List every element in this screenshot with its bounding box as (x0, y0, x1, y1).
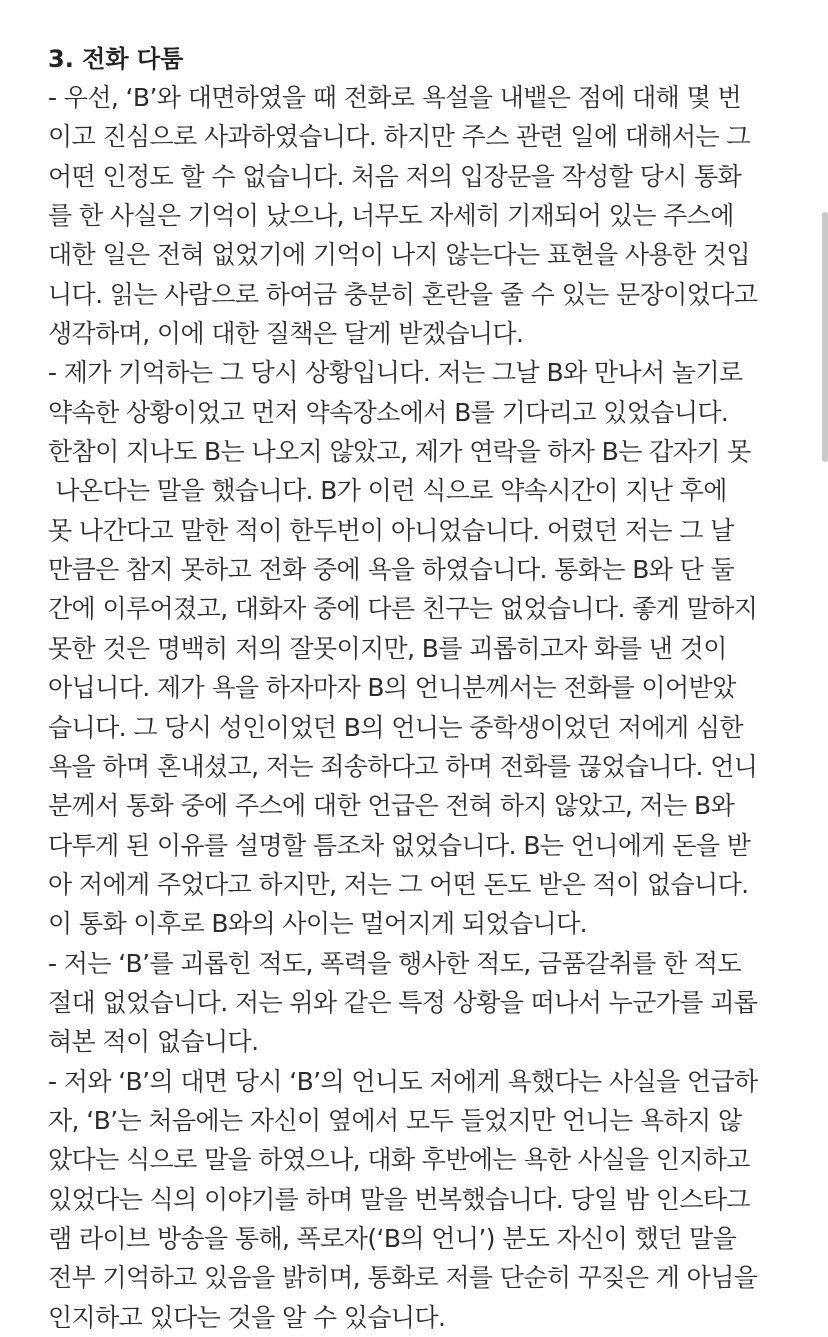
text-line: 어떤 인정도 할 수 없습니다. 처음 저의 입장문을 작성할 당시 통화 (48, 161, 742, 191)
text-line: 혀본 적이 없습니다. (48, 1027, 259, 1057)
paragraph-lines (48, 78, 788, 1337)
text-line: 못한 것은 명백히 저의 잘못이지만, B를 괴롭히고자 화를 낸 것이 (48, 633, 727, 663)
text-line: 램 라이브 방송을 통해, 폭로자(‘B의 언니’) 분도 자신이 했던 말을 (48, 1223, 737, 1253)
text-line: 았다는 식으로 말을 하였으나, 대화 후반에는 욕한 사실을 인지하고 (48, 1145, 750, 1175)
text-line: 간에 이루어졌고, 대화자 중에 다른 친구는 없었습니다. 좋게 말하지 (48, 594, 758, 624)
text-line: 못 나간다고 말한 적이 한두번이 아니었습니다. 어렸던 저는 그 날 (48, 515, 734, 545)
cut-off-previous-line (0, 0, 828, 2)
text-line: 대한 일은 전혀 없었기에 기억이 나지 않는다는 표현을 사용한 것입 (48, 240, 750, 270)
text-line: 생각하며, 이에 대한 질책은 달게 받겠습니다. (48, 319, 524, 349)
text-line: 아닙니다. 제가 욕을 하자마자 B의 언니분께서는 전화를 이어받았 (48, 673, 736, 703)
text-line: 욕을 하며 혼내셨고, 저는 죄송하다고 하며 전화를 끊었습니다. 언니 (48, 751, 758, 781)
text-line: 약속한 상황이었고 먼저 약속장소에서 B를 기다리고 있었습니다. (48, 397, 729, 427)
text-line: 자, ‘B’는 처음에는 자신이 옆에서 모두 들었지만 언니는 욕하지 않 (48, 1105, 742, 1135)
text-line: 분께서 통화 중에 주스에 대한 언급은 전혀 하지 않았고, 저는 B와 (48, 791, 735, 821)
text-line: 니다. 읽는 사람으로 하여금 충분히 혼란을 줄 수 있는 문장이었다고 (48, 279, 758, 309)
text-line: 전부 기억하고 있음을 밝히며, 통화로 저를 단순히 꾸짖은 게 아님을 (48, 1263, 758, 1293)
text-line: 를 한 사실은 기억이 났으나, 너무도 자세히 기재되어 있는 주스에 (48, 201, 734, 231)
text-line: 있었다는 식의 이야기를 하며 말을 번복했습니다. 당일 밤 인스타그 (48, 1184, 750, 1214)
text-line: 나온다는 말을 했습니다. B가 이런 식으로 약속시간이 지난 후에 (48, 476, 727, 506)
text-line: - 저는 ‘B’를 괴롭힌 적도, 폭력을 행사한 적도, 금품갈취를 한 적도 (48, 948, 742, 978)
text-line: - 제가 기억하는 그 당시 상황입니다. 저는 그날 B와 만나서 놀기로 (48, 358, 743, 388)
section-heading: 3. 전화 다툼 (48, 45, 184, 73)
text-line: 다투게 된 이유를 설명할 틈조차 없었습니다. B는 언니에게 돈을 받 (48, 830, 751, 860)
text-line: 절대 없었습니다. 저는 위와 같은 특정 상황을 떠나서 누군가를 괴롭 (48, 987, 758, 1017)
text-line: 만큼은 참지 못하고 전화 중에 욕을 하였습니다. 통화는 B와 단 둘 (48, 555, 735, 585)
vertical-scrollbar[interactable] (822, 212, 828, 462)
text-line: 습니다. 그 당시 성인이었던 B의 언니는 중학생이었던 저에게 심한 (48, 712, 743, 742)
text-line: 이 통화 이후로 B와의 사이는 멀어지게 되었습니다. (48, 909, 587, 939)
text-line: 아 저에게 주었다고 하지만, 저는 그 어떤 돈도 받은 적이 없습니다. (48, 869, 749, 899)
text-line: - 우선, ‘B’와 대면하였을 때 전화로 욕설을 내뱉은 점에 대해 몇 번 (48, 83, 742, 112)
text-line: 인지하고 있다는 것을 알 수 있습니다. (48, 1302, 446, 1332)
text-line: 이고 진심으로 사과하였습니다. 하지만 주스 관련 일에 대해서는 그 (48, 122, 750, 152)
text-line: - 저와 ‘B’의 대면 당시 ‘B’의 언니도 저에게 욕했다는 사실을 언급하 (48, 1066, 758, 1096)
document-body (48, 40, 788, 1337)
text-line: 한참이 지나도 B는 나오지 않았고, 제가 연락을 하자 B는 갑자기 못 (48, 437, 751, 467)
